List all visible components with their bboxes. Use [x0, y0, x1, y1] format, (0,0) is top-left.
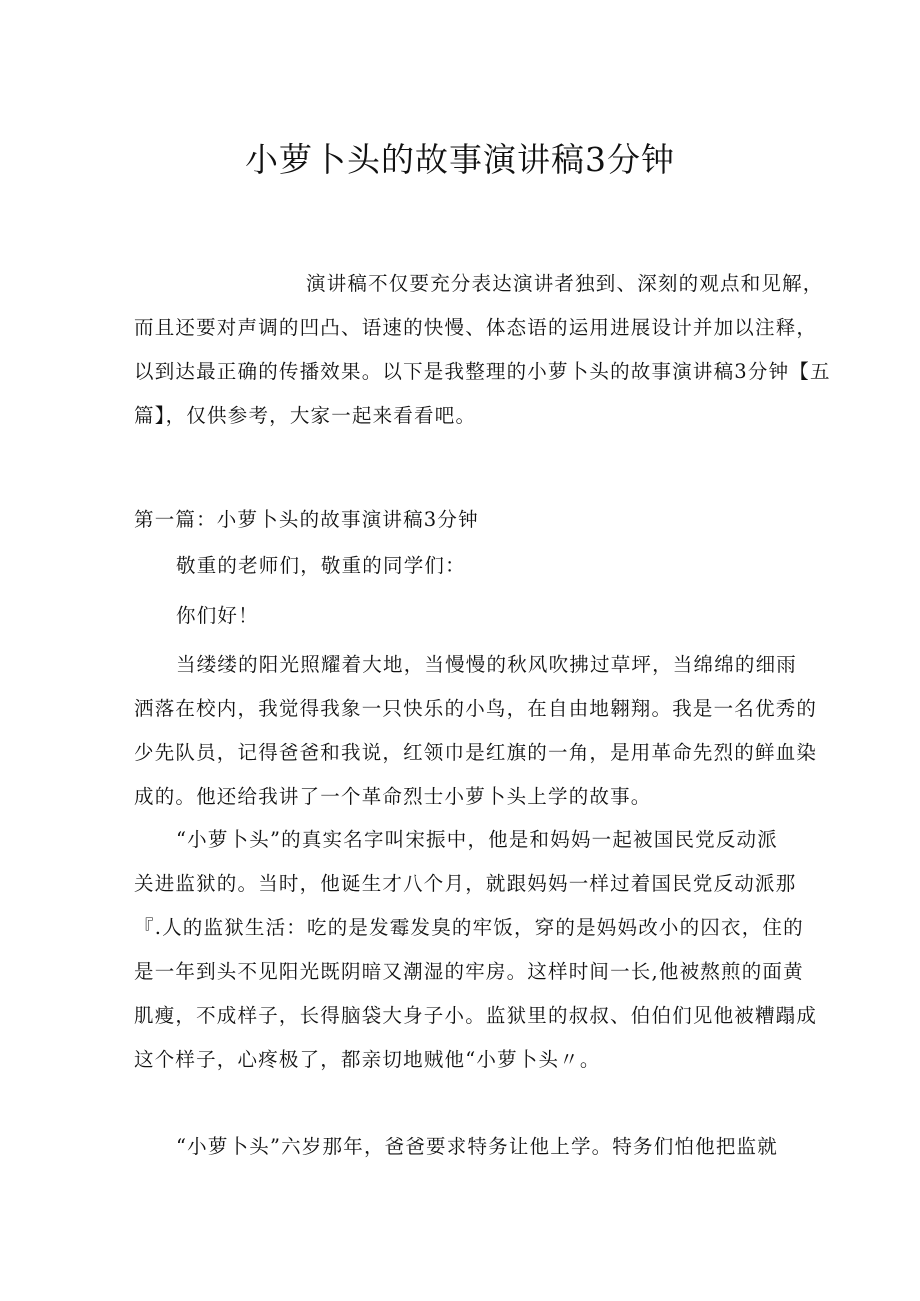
intro-line: 篇】，仅供参考，大家一起来看看吧。	[134, 404, 477, 427]
paragraph-line: 是一年到头不见阳光既阴暗又潮湿的牢房。这样时间一长,他被熬煎的面黄	[134, 960, 804, 983]
paragraph-2	[134, 818, 818, 1082]
paragraph-line: 当缕缕的阳光照耀着大地，当慢慢的秋风吹拂过草坪，当绵绵的细雨	[176, 653, 798, 676]
hello-text: 你们好！	[176, 604, 259, 627]
document-title: 小萝卜头的故事演讲稿3分钟	[245, 140, 675, 179]
paragraph-line: 洒落在校内，我觉得我象一只快乐的小鸟，在自由地翱翔。我是一名优秀的	[134, 697, 818, 720]
intro-line: 以到达最正确的传播效果。以下是我整理的小萝卜头的故事演讲稿3分钟【五	[134, 360, 831, 383]
paragraph-line: “小萝卜头”六岁那年，爸爸要求特务让他上学。特务们怕他把监就	[176, 1135, 778, 1158]
greeting-line	[134, 544, 802, 588]
paragraph-line: 这个样子，心疼极了，都亲切地贼他“小萝卜头〃。	[134, 1048, 601, 1071]
section-heading	[134, 498, 802, 542]
paragraph-line: 少先队员，记得爸爸和我说，红领巾是红旗的一角，是用革命先烈的鲜血染	[134, 741, 818, 764]
section-heading-text: 第一篇：小萝卜头的故事演讲稿3分钟	[134, 508, 479, 531]
intro-line: 而且还要对声调的凹凸、语速的快慢、体态语的运用进展设计并加以注释，	[134, 316, 818, 339]
paragraph-1	[134, 643, 818, 819]
greeting-text: 敬重的老师们，敬重的同学们：	[176, 554, 466, 577]
paragraph-line: 『.人的监狱生活：吃的是发霉发臭的牢饭，穿的是妈妈改小的囚衣，住的	[134, 916, 804, 939]
paragraph-line: 关进监狱的。当时，他诞生才八个月，就跟妈妈一样过着国民党反动派那	[134, 872, 797, 895]
intro-paragraph	[134, 262, 831, 438]
paragraph-line: 肌瘦，不成样子，长得脑袋大身子小。监狱里的叔叔、伯伯们见他被糟蹋成	[134, 1004, 818, 1027]
hello-line	[134, 594, 802, 638]
paragraph-line: 成的。他还给我讲了一个革命烈士小萝卜头上学的故事。	[134, 785, 652, 808]
intro-line: 演讲稿不仅要充分表达演讲者独到、深刻的观点和见解，	[306, 272, 824, 295]
paragraph-3	[134, 1125, 802, 1169]
paragraph-line: “小萝卜头”的真实名字叫宋振中，他是和妈妈一起被国民党反动派	[176, 828, 778, 851]
